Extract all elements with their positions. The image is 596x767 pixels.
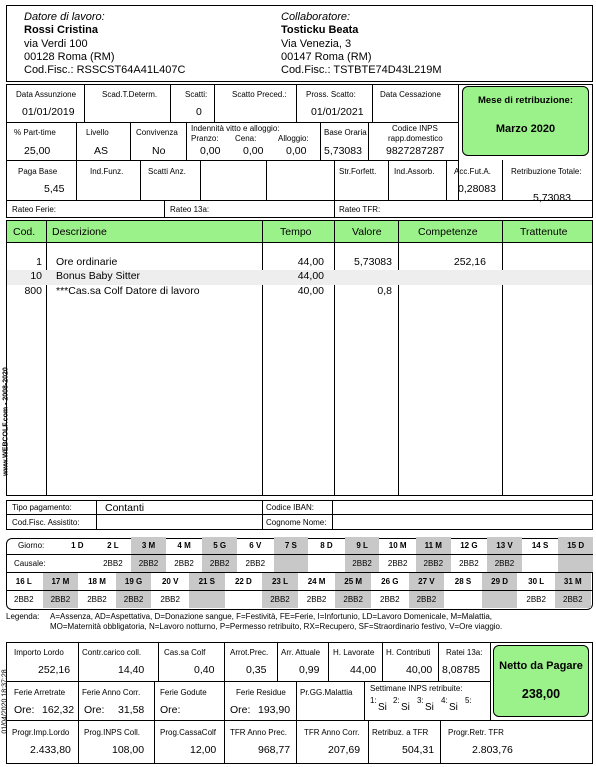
convivenza-value: No — [152, 145, 166, 157]
rateo-13-label: Rateo 13a: — [170, 205, 210, 214]
inps-value: 9827287287 — [386, 145, 445, 157]
scatti-label: Scatti: — [185, 90, 208, 99]
worker-address: Via Venezia, 3 — [281, 38, 352, 50]
ferie-god-prefix: Ore: — [160, 704, 181, 716]
cena-label: Cena: — [235, 134, 257, 143]
base-oraria-label: Base Oraria — [324, 128, 367, 137]
calendar-causale — [309, 555, 344, 572]
row-cod: 10 — [30, 270, 42, 282]
strforf-label: Str.Forfett. — [339, 167, 377, 176]
indennita-label: Indennità vitto e alloggio: — [191, 124, 280, 133]
calendar-causale — [558, 555, 593, 572]
calendar-day: 18 M — [88, 577, 106, 586]
cassa-value: 0,40 — [194, 664, 215, 676]
accfut-value: 0,28083 — [458, 183, 496, 195]
calendar-causale — [274, 555, 309, 572]
netto-value: 238,00 — [521, 687, 561, 701]
legend-line-2: MO=Maternità obbligatoria, N=Lavoro notturno, P=Permesso retribuito, RX=Recupero, SF=Straordinario festivo, V=Ore viaggio. — [50, 622, 503, 631]
sett-2-value: Si — [401, 702, 410, 713]
lordo-label: Importo Lordo — [14, 648, 64, 657]
calendar-day: 19 G — [116, 573, 152, 590]
calendar-causale: 2BB2 — [380, 595, 400, 604]
calendar-causale: 2BB2 — [116, 591, 152, 608]
calendar-day: 29 D — [482, 573, 518, 590]
livello-value: AS — [94, 145, 109, 157]
parttime-label: % Part-time — [14, 128, 56, 137]
sett-1-label: 1: — [370, 696, 377, 705]
calendar-day: 11 M — [416, 537, 451, 554]
h-contr-label: H. Contributi — [386, 648, 431, 657]
netto-label: Netto da Pagare — [499, 660, 583, 672]
calendar-day: 12 G — [460, 541, 478, 550]
scatto-prec-label: Scatto Preced.: — [232, 90, 287, 99]
base-oraria-value: 5,73083 — [324, 145, 362, 157]
calendar-day: 30 L — [528, 577, 545, 586]
data-assunzione-label: Data Assunzione — [16, 90, 77, 99]
calendar-day: 24 M — [307, 577, 326, 586]
legend-line-1: A=Assenza, AD=Aspettativa, D=Donazione sangue, F=Festività, FE=Ferie, I=Infortunio, LD=Lavoro Domenicale, M=Malattia, — [50, 612, 493, 621]
retr-tfr-value: 504,31 — [402, 744, 435, 756]
calendar-day: 16 L — [15, 577, 32, 586]
row-cod: 800 — [24, 285, 42, 297]
giorno-label: Giorno: — [18, 541, 45, 550]
paga-base-value: 5,45 — [44, 183, 65, 195]
inps-label-2: rapp.domestico — [388, 134, 443, 143]
tfr-corr-label: TFR Anno Corr. — [304, 728, 360, 737]
contr-value: 14,40 — [118, 664, 145, 676]
ferie-god-label: Ferie Godute — [160, 688, 207, 697]
calendar-causale: 2BB2 — [160, 595, 180, 604]
sett-4-label: 4: — [441, 696, 448, 705]
calendar-day: 14 S — [531, 541, 549, 550]
iban-label: Codice IBAN: — [266, 503, 315, 512]
tfr-prec-label: TFR Anno Prec. — [230, 728, 287, 737]
calendar-causale: 2BB2 — [526, 595, 546, 604]
calendar-day: 31 M — [555, 573, 591, 590]
calendar-causale: 2BB2 — [87, 595, 107, 604]
ferie-anno-prefix: Ore: — [84, 704, 105, 716]
calendar-day: 9 L — [345, 537, 380, 554]
calendar-day: 22 D — [234, 577, 252, 586]
mese-value: Marzo 2020 — [495, 123, 556, 135]
calendar-day: 8 D — [320, 541, 333, 550]
pross-scatto: 01/01/2021 — [311, 106, 364, 118]
timestamp: 01/04/2020 18:37:28 — [1, 669, 9, 734]
calendar-causale: 2BB2 — [306, 595, 327, 604]
calendar-causale: 2BB2 — [335, 591, 371, 608]
calendar-causale: 2BB2 — [245, 559, 266, 568]
calendar-causale: 2BB2 — [202, 555, 237, 572]
sett-3-label: 3: — [417, 696, 424, 705]
calendar-day: 15 D — [558, 537, 593, 554]
arrot-prec-value: 0,35 — [246, 664, 267, 676]
lordo-value: 252,16 — [38, 664, 71, 676]
calendar-causale: 2BB2 — [103, 559, 123, 568]
calendar-causale — [60, 555, 95, 572]
row-desc: Bonus Baby Sitter — [56, 270, 141, 282]
calendar-causale: 2BB2 — [487, 555, 522, 572]
row-valore: 0,8 — [377, 285, 392, 297]
prgg-label: Pr.GG.Malattia — [300, 688, 353, 697]
retr-totale-label: Retribuzione Totale: — [511, 167, 582, 176]
ferie-anno-value: 31,58 — [118, 704, 145, 716]
calendar-day: 7 S — [274, 537, 309, 554]
ferie-arr-value: 162,32 — [42, 704, 75, 716]
employer-name: Rossi Cristina — [24, 24, 98, 36]
ferie-anno-label: Ferie Anno Corr. — [82, 688, 141, 697]
row-tempo: 40,00 — [297, 285, 324, 297]
tfr-prec-value: 968,77 — [258, 744, 291, 756]
worker-cf: Cod.Fisc.: TSTBTE74D43L219M — [281, 64, 442, 76]
alloggio-label: Alloggio: — [278, 134, 309, 143]
cf-assistito-label: Cod.Fisc. Assistito: — [12, 518, 80, 527]
prog-retr-label: Progr.Retr. TFR — [448, 728, 504, 737]
calendar-causale — [482, 591, 518, 608]
row-comp: 252,16 — [453, 256, 486, 268]
legend-title: Legenda: — [6, 612, 40, 621]
calendar-causale: 2BB2 — [459, 559, 479, 568]
calendar-day: 26 G — [381, 577, 399, 586]
employer-label: Datore di lavoro: — [24, 11, 105, 23]
calendar-causale — [445, 591, 481, 608]
row-cod: 1 — [36, 256, 42, 268]
h-contr-value: 40,00 — [406, 664, 433, 676]
prog-cassa-label: Prog.CassaColf — [160, 728, 217, 737]
accfut-label: Acc.Fut.A. — [454, 167, 491, 176]
scatti-anz-label: Scatti Anz. — [148, 167, 186, 176]
retr-tfr-label: Retribuz. a TFR — [372, 728, 429, 737]
ferie-res-label: Ferie Residue — [236, 688, 286, 697]
ratei-value: 8,08785 — [442, 664, 480, 676]
ferie-arr-prefix: Ore: — [14, 704, 35, 716]
prog-imp-label: Progr.Imp.Lordo — [12, 728, 70, 737]
worker-name: Tosticku Beata — [281, 24, 359, 36]
col-cod: Cod. — [13, 226, 36, 238]
col-competenze: Competenze — [418, 226, 478, 238]
sett-label: Settimane INPS retribuite: — [370, 684, 463, 693]
calendar-causale: 2BB2 — [131, 555, 166, 572]
calendar-causale: 2BB2 — [409, 591, 445, 608]
rateo-tfr-label: Rateo TFR: — [339, 205, 381, 214]
calendar-causale: 2BB2 — [345, 555, 380, 572]
pranzo-label: Pranzo: — [191, 134, 219, 143]
calendar-causale: 2BB2 — [555, 591, 591, 608]
calendar-day: 23 L — [262, 573, 298, 590]
data-assunzione: 01/01/2019 — [22, 106, 75, 118]
sett-3-value: Si — [425, 702, 434, 713]
calendar-day: 25 M — [335, 573, 371, 590]
calendar-day: 2 L — [107, 541, 119, 550]
pranzo-value: 0,00 — [200, 145, 221, 157]
cena-value: 0,00 — [243, 145, 264, 157]
scatti-value: 0 — [196, 106, 202, 118]
rateo-ferie-label: Rateo Ferie: — [12, 205, 57, 214]
calendar-causale: 2BB2 — [14, 595, 34, 604]
convivenza-label: Convivenza — [136, 128, 178, 137]
sett-1-value: Si — [378, 702, 387, 713]
prog-imp-value: 2.433,80 — [30, 744, 71, 756]
worker-city: 00147 Roma (RM) — [281, 51, 372, 63]
calendar-day: 27 V — [409, 573, 445, 590]
ferie-arr-label: Ferie Arretrate — [14, 688, 66, 697]
h-lav-value: 44,00 — [350, 664, 377, 676]
calendar-causale — [226, 591, 262, 608]
calendar-day: 5 G — [202, 537, 237, 554]
livello-label: Livello — [86, 128, 109, 137]
tipo-pag-label: Tipo pagamento: — [12, 503, 72, 512]
netto-box — [493, 645, 589, 717]
retr-totale-value: 5,73083 — [533, 192, 571, 204]
row-desc: Ore ordinarie — [56, 256, 118, 268]
tfr-corr-value: 207,69 — [328, 744, 361, 756]
arrot-att-value: 0,99 — [299, 664, 320, 676]
calendar-causale: 2BB2 — [387, 559, 408, 568]
cassa-label: Cas.sa Colf — [164, 648, 206, 657]
worker-label: Collaboratore: — [281, 11, 351, 23]
prog-cassa-value: 12,00 — [190, 744, 217, 756]
calendar-causale: 2BB2 — [174, 559, 194, 568]
employer-cf: Cod.Fisc.: RSSCST64A41L407C — [24, 64, 186, 76]
calendar-day: 17 M — [43, 573, 79, 590]
pross-scatto-label: Pross. Scatto: — [306, 90, 356, 99]
causale-label: Causale: — [14, 559, 46, 568]
col-descrizione: Descrizione — [52, 226, 107, 238]
col-tempo: Tempo — [280, 226, 312, 238]
calendar-day: 21 S — [189, 573, 225, 590]
col-trattenute: Trattenute — [520, 226, 568, 238]
employer-address: via Verdi 100 — [24, 38, 88, 50]
calendar-day: 28 S — [454, 577, 472, 586]
calendar-day: 1 D — [71, 541, 84, 550]
calendar-causale: 2BB2 — [262, 591, 298, 608]
ferie-res-prefix: Ore: — [230, 704, 251, 716]
calendar-day: 10 M — [388, 541, 407, 550]
indassorb-label: Ind.Assorb. — [394, 167, 435, 176]
cognome-label: Cognome Nome: — [266, 518, 327, 527]
prog-inps-value: 108,00 — [112, 744, 145, 756]
alloggio-value: 0,00 — [286, 145, 307, 157]
calendar-day: 13 V — [487, 537, 522, 554]
calendar-causale — [523, 555, 558, 572]
mese-label: Mese di retribuzione: — [477, 95, 573, 106]
data-cessazione-label: Data Cessazione — [380, 90, 441, 99]
calendar-day: 20 V — [161, 577, 179, 586]
col-valore: Valore — [352, 226, 382, 238]
tipo-pag-value: Contanti — [105, 502, 145, 514]
arrot-prec-label: Arrot.Prec. — [230, 648, 269, 657]
calendar-causale — [189, 591, 225, 608]
calendar-day: 4 M — [177, 541, 191, 550]
ratei-label: Ratei 13a: — [446, 648, 483, 657]
sett-5-label: 5: — [465, 696, 472, 705]
indfunz-label: Ind.Funz. — [90, 167, 124, 176]
calendar-day: 3 M — [131, 537, 166, 554]
contr-label: Contr.carico coll. — [82, 648, 142, 657]
prog-retr-value: 2.803,76 — [472, 744, 513, 756]
h-lav-label: H. Lavorate — [333, 648, 375, 657]
row-valore: 5,73083 — [354, 256, 392, 268]
row-desc: ***Cas.sa Colf Datore di lavoro — [56, 285, 200, 297]
employer-city: 00128 Roma (RM) — [24, 51, 115, 63]
calendar-causale: 2BB2 — [43, 591, 79, 608]
prog-inps-label: Prog.INPS Coll. — [84, 728, 141, 737]
ferie-res-value: 193,90 — [258, 704, 291, 716]
paga-base-label: Paga Base — [18, 167, 58, 176]
calendar-causale: 2BB2 — [416, 555, 451, 572]
arrot-att-label: Arr. Attuale — [281, 648, 321, 657]
side-watermark: www.WEBCOLF.com - 2008-2020 — [2, 367, 10, 476]
row-tempo: 44,00 — [297, 270, 324, 282]
sett-4-value: Si — [449, 702, 458, 713]
calendar-day: 6 V — [249, 541, 262, 550]
inps-label-1: Codice INPS — [392, 124, 438, 133]
parttime-value: 25,00 — [24, 145, 51, 157]
row-tempo: 44,00 — [297, 256, 324, 268]
scad-label: Scad.T.Determ. — [102, 90, 158, 99]
sett-2-label: 2: — [393, 696, 400, 705]
